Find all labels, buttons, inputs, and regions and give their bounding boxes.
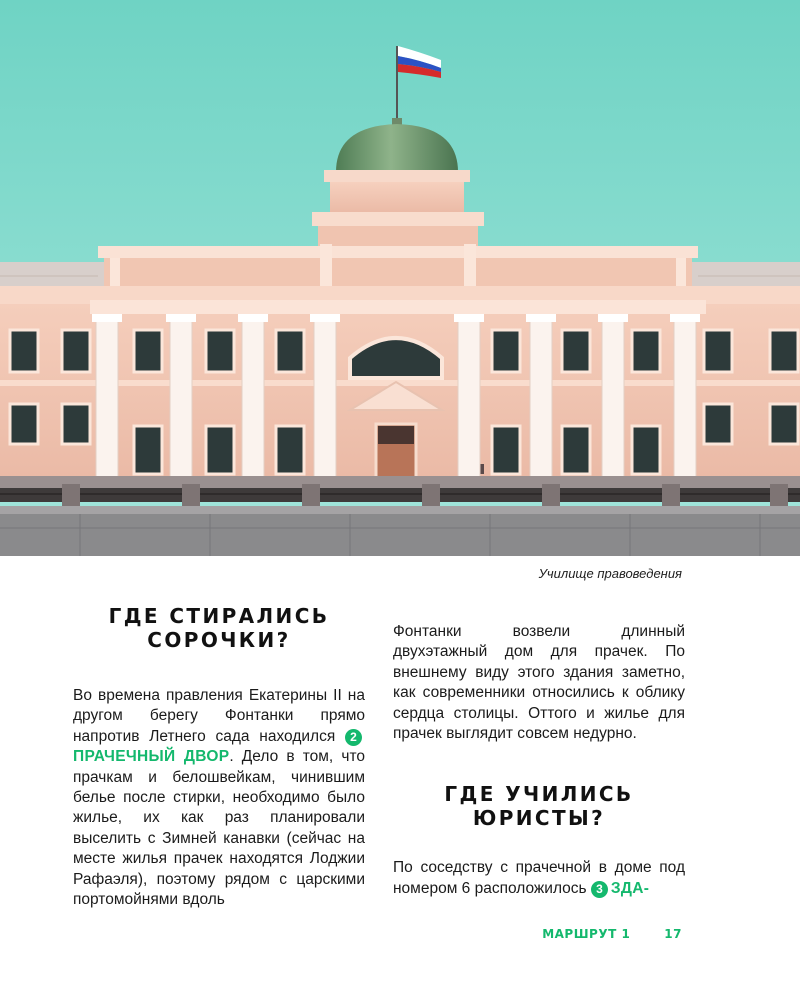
page-number: 17 xyxy=(664,927,682,941)
paragraph-text: Фонтанки возвели длинный двухэтажный дом для прачек. По внешнему виду этого здания заметно, как современники относились к облику сердца столицы. Оттого и жилье для прачек выглядит совсем недурно. xyxy=(393,623,685,743)
left-column xyxy=(73,604,365,910)
page-footer xyxy=(542,927,682,941)
route-label: МАРШРУТ 1 xyxy=(542,927,631,941)
body-paragraph xyxy=(393,622,685,744)
section-heading-lawyers xyxy=(393,782,685,830)
place-name: ЗДА- xyxy=(610,879,650,897)
paragraph-text: Во времена правления Екатерины II на другом берегу Фонтанки прямо напротив Летнего сада находился xyxy=(73,687,365,745)
heading-line: ГДЕ УЧИЛИСЬ xyxy=(444,782,634,807)
place-name: ПРАЧЕЧНЫЙ ДВОР xyxy=(73,748,230,766)
photo-caption: Училище правоведения xyxy=(538,566,682,581)
heading-line: СОРОЧКИ? xyxy=(147,628,291,652)
location-marker: 2 xyxy=(345,729,362,746)
body-paragraph xyxy=(73,686,365,910)
section-heading-laundry xyxy=(73,604,365,652)
heading-line: ГДЕ СТИРАЛИСЬ xyxy=(108,604,330,628)
heading-line: ЮРИСТЫ? xyxy=(472,806,606,831)
right-column xyxy=(393,622,685,899)
paragraph-text: По соседству с прачечной в доме под номером 6 расположилось xyxy=(393,859,685,897)
paragraph-text: . Дело в том, что прачкам и белошвейкам, чинившим белье после стирки, необходимо было жилье, их как раз планировали выселить с Зимней канавки (сейчас на месте жилья прачек находятся Лоджии Рафаэля), поэтому рядом с царскими портомойнями вдоль xyxy=(73,748,365,909)
location-marker: 3 xyxy=(591,881,608,898)
body-paragraph xyxy=(393,858,685,899)
